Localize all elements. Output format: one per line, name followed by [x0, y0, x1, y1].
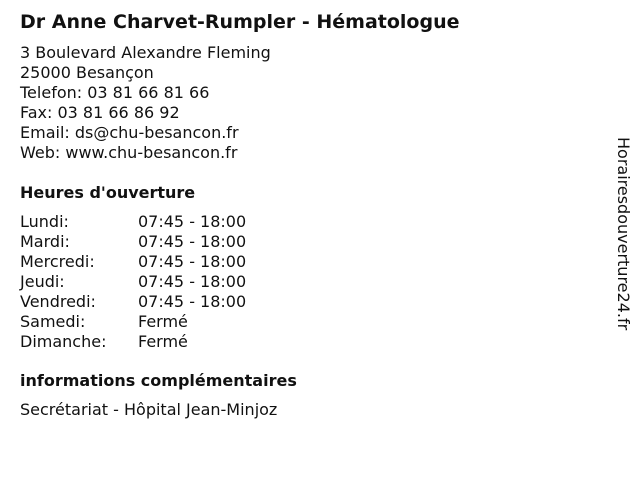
street-address: 3 Boulevard Alexandre Fleming	[20, 43, 271, 62]
hours-row-lundi	[20, 212, 580, 232]
hours-value: 07:45 - 18:00	[138, 292, 247, 311]
hours-value: Fermé	[138, 312, 188, 331]
hours-row-mardi	[20, 232, 580, 252]
page-title: Dr Anne Charvet-Rumpler - Hématologue	[20, 11, 460, 33]
day-label: Vendredi:	[20, 292, 96, 311]
side-brand-text: Horairesdouverture24.fr	[614, 137, 633, 331]
hours-value: 07:45 - 18:00	[138, 252, 247, 271]
hours-row-vendredi	[20, 292, 580, 312]
hours-row-mercredi	[20, 252, 580, 272]
day-label: Dimanche:	[20, 332, 107, 351]
day-label: Lundi:	[20, 212, 69, 231]
hours-row-jeudi	[20, 272, 580, 292]
opening-hours-table	[20, 212, 580, 352]
contact-details	[20, 43, 580, 163]
additional-information-text: Secrétariat - Hôpital Jean-Minjoz	[20, 400, 278, 419]
opening-hours-heading: Heures d'ouverture	[20, 183, 196, 202]
city-address: 25000 Besançon	[20, 63, 154, 82]
day-label: Samedi:	[20, 312, 86, 331]
day-label: Mardi:	[20, 232, 70, 251]
hours-value: Fermé	[138, 332, 188, 351]
hours-value: 07:45 - 18:00	[138, 212, 247, 231]
phone-number: Telefon: 03 81 66 81 66	[20, 83, 210, 102]
hours-value: 07:45 - 18:00	[138, 272, 247, 291]
day-label: Jeudi:	[20, 272, 65, 291]
day-label: Mercredi:	[20, 252, 95, 271]
email-address: Email: ds@chu-besancon.fr	[20, 123, 239, 142]
fax-number: Fax: 03 81 66 86 92	[20, 103, 180, 122]
hours-value: 07:45 - 18:00	[138, 232, 247, 251]
hours-row-dimanche	[20, 332, 580, 352]
website: Web: www.chu-besancon.fr	[20, 143, 238, 162]
main-content	[20, 10, 580, 420]
additional-information-heading: informations complémentaires	[20, 371, 297, 390]
hours-row-samedi	[20, 312, 580, 332]
